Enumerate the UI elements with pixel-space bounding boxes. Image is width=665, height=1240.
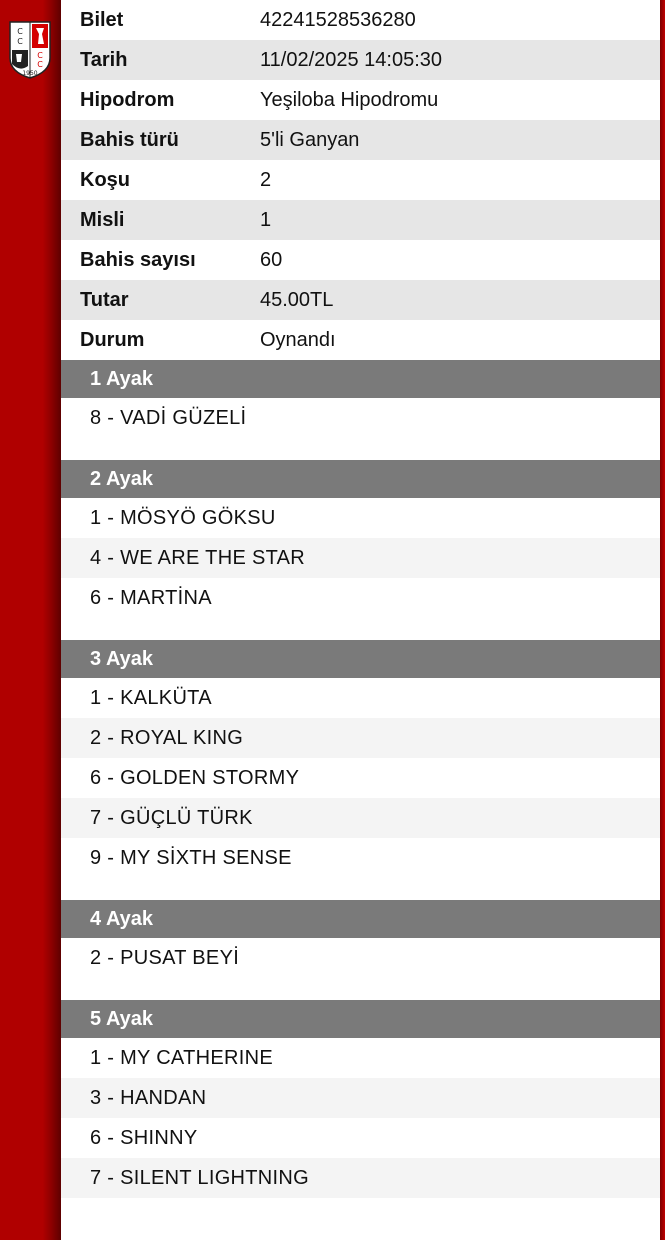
info-row bbox=[61, 280, 660, 320]
horse-row: 7 - GÜÇLÜ TÜRK bbox=[61, 798, 660, 838]
info-label: Durum bbox=[80, 328, 145, 351]
info-value: 2 bbox=[260, 168, 272, 191]
legs-list bbox=[61, 360, 660, 1220]
info-row bbox=[61, 40, 660, 80]
leg-spacer bbox=[61, 1198, 660, 1220]
info-row bbox=[61, 0, 660, 40]
leg-header: 4 Ayak bbox=[61, 900, 660, 938]
info-row bbox=[61, 120, 660, 160]
horse-row: 6 - MARTİNA bbox=[90, 586, 212, 609]
info-value: Yeşiloba Hipodromu bbox=[260, 88, 439, 111]
info-row bbox=[61, 160, 660, 200]
horse-row: 6 - SHINNY bbox=[90, 1126, 198, 1149]
leg-header: 1 Ayak bbox=[61, 360, 660, 398]
info-value: 42241528536280 bbox=[260, 8, 416, 31]
info-label: Tutar bbox=[80, 288, 129, 311]
svg-text:C: C bbox=[17, 27, 23, 36]
info-label: Bilet bbox=[80, 8, 124, 31]
horse-row: 2 - PUSAT BEYİ bbox=[90, 946, 240, 969]
info-row bbox=[61, 240, 660, 280]
horse-row: 8 - VADİ GÜZELİ bbox=[90, 406, 247, 429]
leg-header: 2 Ayak bbox=[61, 460, 660, 498]
info-value: 5'li Ganyan bbox=[260, 128, 360, 151]
info-value: Oynandı bbox=[260, 328, 336, 351]
horse-row: 1 - MY CATHERINE bbox=[90, 1046, 273, 1069]
info-label: Bahis türü bbox=[80, 128, 179, 151]
ticket-detail bbox=[61, 0, 660, 1220]
leg-spacer bbox=[61, 618, 660, 640]
horse-row: 3 - HANDAN bbox=[61, 1078, 660, 1118]
side-bar-right bbox=[660, 0, 665, 1240]
ticket-info-table bbox=[61, 0, 660, 360]
horse-row: 4 - WE ARE THE STAR bbox=[61, 538, 660, 578]
svg-text:C: C bbox=[37, 60, 43, 69]
svg-text:1950: 1950 bbox=[22, 70, 38, 77]
info-label: Misli bbox=[80, 208, 125, 231]
horse-row: 1 - KALKÜTA bbox=[90, 686, 212, 709]
svg-text:C: C bbox=[37, 51, 43, 60]
leg-header: 3 Ayak bbox=[61, 640, 660, 678]
info-row bbox=[61, 200, 660, 240]
leg-spacer bbox=[61, 878, 660, 900]
side-bar-left bbox=[0, 0, 61, 1240]
leg-spacer bbox=[61, 978, 660, 1000]
info-value: 11/02/2025 14:05:30 bbox=[260, 48, 443, 71]
horse-row: 6 - GOLDEN STORMY bbox=[90, 766, 300, 789]
info-value: 45.00TL bbox=[260, 288, 334, 311]
horse-row: 9 - MY SİXTH SENSE bbox=[90, 846, 292, 869]
horse-row: 2 - ROYAL KING bbox=[61, 718, 660, 758]
club-crest-icon bbox=[6, 20, 54, 80]
info-label: Koşu bbox=[80, 168, 130, 191]
info-label: Hipodrom bbox=[80, 88, 175, 111]
info-value: 60 bbox=[260, 248, 283, 271]
info-label: Bahis sayısı bbox=[80, 248, 196, 271]
info-label: Tarih bbox=[80, 48, 128, 71]
svg-text:C: C bbox=[17, 37, 23, 46]
info-row bbox=[61, 320, 660, 360]
leg-header: 5 Ayak bbox=[61, 1000, 660, 1038]
horse-row: 1 - MÖSYÖ GÖKSU bbox=[90, 506, 276, 529]
info-row bbox=[61, 80, 660, 120]
horse-row: 7 - SILENT LIGHTNING bbox=[61, 1158, 660, 1198]
leg-spacer bbox=[61, 438, 660, 460]
info-value: 1 bbox=[260, 208, 272, 231]
